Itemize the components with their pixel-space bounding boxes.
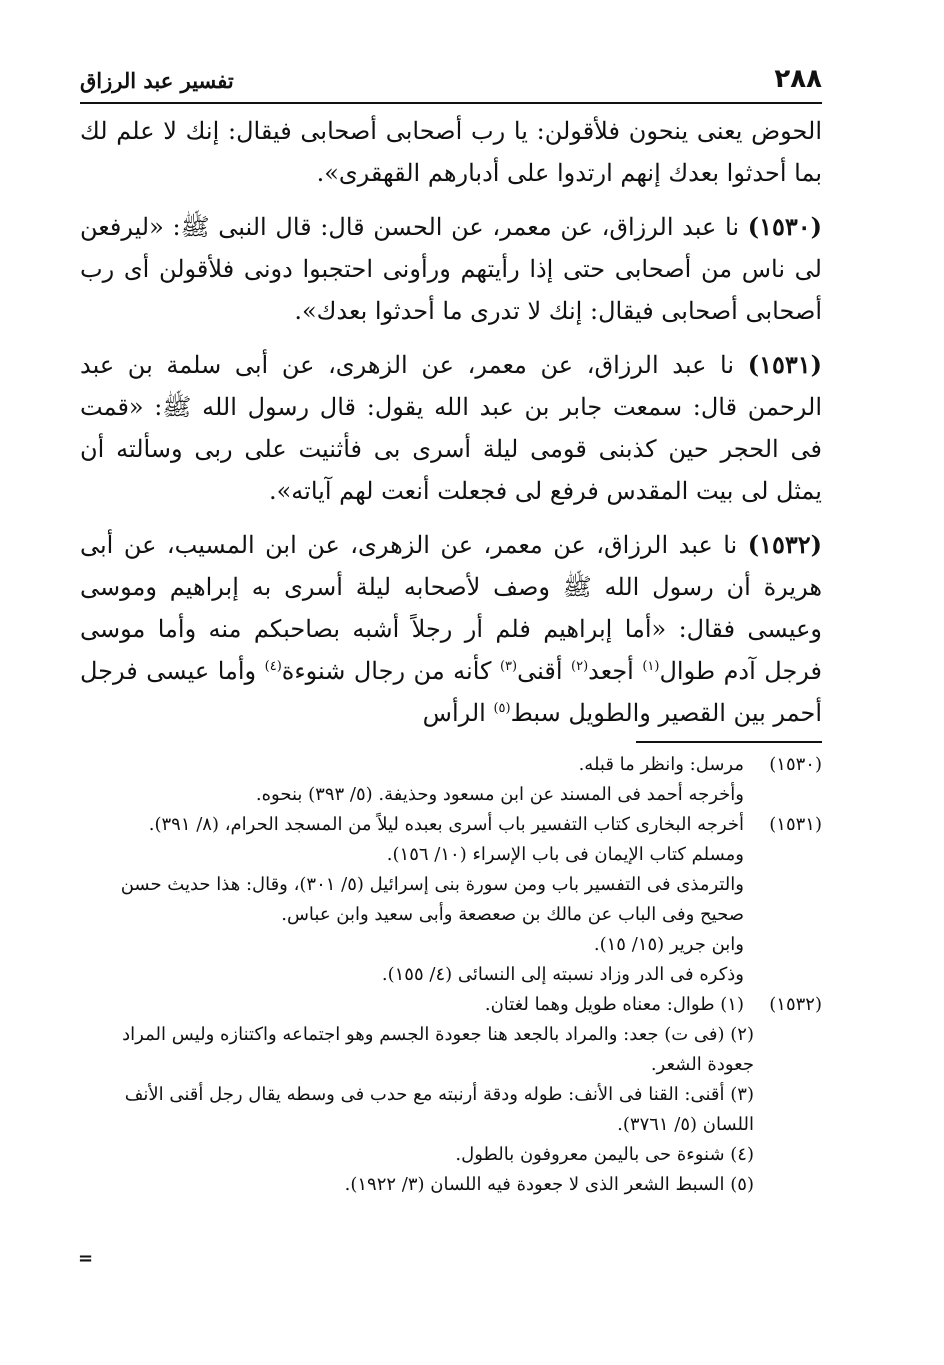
footnote-ref: (١) — [642, 659, 660, 674]
note-label: (١٥٣١) — [769, 814, 822, 835]
footnote-line: (٣) أقنى: القنا فى الأنف: طوله ودقة أرنبته مع حدب فى وسطه يقال رجل أقنى الأنف اللسان (٥/ ٣٧٦١). — [124, 1084, 754, 1135]
running-title: تفسير عبد الرزاق — [80, 68, 234, 93]
footnote-ref: (٥) — [493, 701, 511, 716]
hadith-1531 — [80, 344, 822, 512]
note-1530 — [80, 750, 822, 810]
footnote-ref: (٣) — [499, 659, 518, 674]
continuation-mark: = — [78, 1248, 94, 1269]
hadith-number: (١٥٣٠) — [747, 212, 822, 241]
footnote-ref: (٢) — [571, 659, 589, 674]
footnote-ref: (٤) — [264, 659, 282, 674]
note-line: مرسل: وانظر ما قبله. — [578, 754, 744, 775]
hadith-text: الرأس — [422, 699, 494, 727]
note-line: وذكره فى الدر وزاد نسبته إلى النسائى (٤/ ١٥٥). — [381, 964, 744, 985]
hadith-text: وأما عيسى فرجل أحمر بين القصير والطويل سبط — [80, 657, 822, 727]
main-text — [80, 110, 822, 746]
footnote-line: (٢) (فى ت) جعد: والمراد بالجعد هنا جعودة الجسم وهو اجتماعه واكتنازه وليس المراد جعودة الشعر. — [122, 1024, 754, 1075]
hadith-text: نا عبد الرزاق، عن معمر، عن الزهرى، عن ابن المسيب، عن أبى هريرة أن رسول الله ﷺ وصف لأصحابه ليلة أسرى به إبراهيم وموسى وعيسى فقال: «أما إبراهيم فلم أر رجلاً أشبه بصاحبكم منه وأما موسى فرجل آدم طوال — [80, 531, 823, 685]
footnote-4 — [80, 1140, 822, 1170]
page-header — [80, 62, 822, 104]
footnote-separator — [636, 741, 822, 743]
note-1531 — [80, 810, 822, 990]
hadith-number: (١٥٣١) — [747, 350, 822, 379]
hadith-text: أجعد — [588, 657, 643, 685]
hadith-1532 — [80, 524, 822, 734]
footnote-line: (٥) السبط الشعر الذى لا جعودة فيه اللسان (٣/ ١٩٢٢). — [344, 1174, 754, 1195]
note-line: وأخرجه أحمد فى المسند عن ابن مسعود وحذيفة. (٥/ ٣٩٣) بنحوه. — [255, 784, 744, 805]
footnote-3 — [80, 1080, 822, 1140]
note-label: (١٥٣٢) — [769, 994, 822, 1015]
note-line: والترمذى فى التفسير باب ومن سورة بنى إسرائيل (٥/ ٣٠١)، وقال: هذا حديث حسن صحيح وفى الباب عن مالك بن صعصعة وأبى سعيد وابن عباس. — [120, 874, 744, 925]
note-label: (١٥٣٠) — [769, 754, 822, 775]
note-line: وابن جرير (١٥/ ١٥). — [593, 934, 744, 955]
hadith-text: كأنه من رجال شنوءة — [281, 657, 500, 685]
hadith-text: نا عبد الرزاق، عن معمر، عن الزهرى، عن أبى سلمة بن عبد الرحمن قال: سمعت جابر بن عبد الله يقول: قال رسول الله ﷺ: «قمت فى الحجر حين كذبنى قومى ليلة أسرى بى فأثنيت على ربى وسألته أن يمثل لى بيت المقدس فرفع لى فجعلت أنعت لهم آياته». — [80, 351, 822, 505]
note-line: ومسلم كتاب الإيمان فى باب الإسراء (١٠/ ١٥٦). — [386, 844, 744, 865]
hadith-number: (١٥٣٢) — [747, 530, 822, 559]
hadith-1530 — [80, 206, 822, 332]
note-line: (١) طوال: معناه طويل وهما لغتان. — [484, 994, 744, 1015]
page-number: ٢٨٨ — [774, 64, 822, 94]
paragraph-text: الحوض يعنى ينحون فلأقولن: يا رب أصحابى أصحابى فيقال: إنك لا علم لك بما أحدثوا بعدك إنهم ارتدوا على أدبارهم القهقرى». — [80, 117, 822, 187]
footnote-line: (٤) شنوءة حى باليمن معروفون بالطول. — [455, 1144, 754, 1165]
footnotes — [80, 750, 822, 1200]
hadith-text: أقنى — [517, 657, 571, 685]
footnote-5 — [80, 1170, 822, 1200]
note-1532 — [80, 990, 822, 1020]
hadith-text: نا عبد الرزاق، عن معمر، عن الحسن قال: قال النبى ﷺ: «ليرفعن لى ناس من أصحابى حتى إذا رأيتهم ورأونى احتجبوا دونى فلأقولن أى رب أصحابى أصحابى فيقال: إنك لا تدرى ما أحدثوا بعدك». — [80, 213, 822, 325]
note-line: أخرجه البخارى كتاب التفسير باب أسرى بعبده ليلاً من المسجد الحرام، (٨/ ٣٩١). — [148, 814, 744, 835]
footnote-2 — [80, 1020, 822, 1080]
paragraph-continuation — [80, 110, 822, 194]
